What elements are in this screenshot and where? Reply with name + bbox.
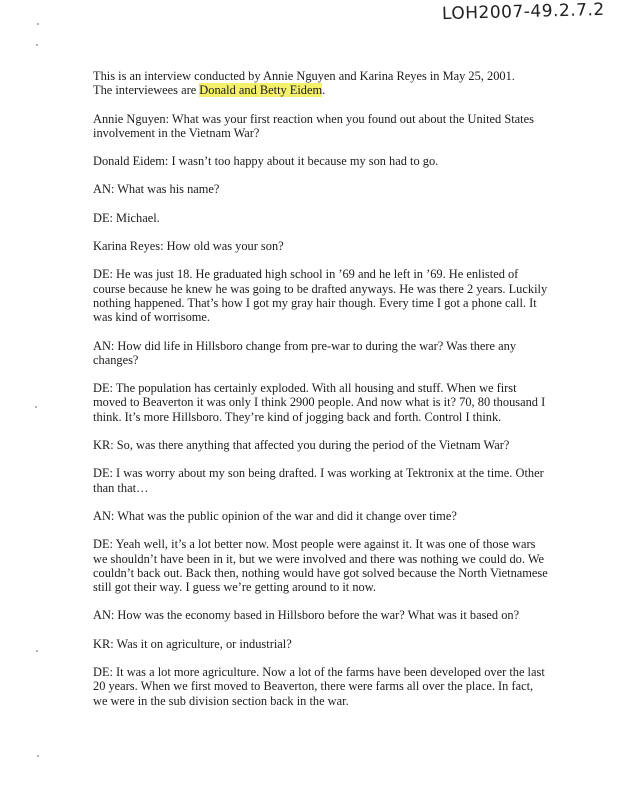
transcript-paragraph: DE: Yeah well, it’s a lot better now. Most people were against it. It was one of those wars we shouldn’t have been in it, but we were involved and there was nothing we could do. We couldn’t back out. Back then, nothing would have got solved because the North Vietnamese still got their way. I guess we’re getting around to it now. [93,537,548,595]
transcript-paragraph: DE: It was a lot more agriculture. Now a lot of the farms have been developed over the last 20 years. When we first moved to Beaverton, there were farms all over the place. In fact, we were in the sub division section back in the war. [93,665,545,708]
highlighted-interviewee-names: Donald and Betty Eidem [199,83,323,98]
transcript-paragraph: DE: Michael. [93,210,160,225]
scan-speck [35,406,37,408]
transcript-paragraph: KR: Was it on agriculture, or industrial? [93,636,292,651]
transcript-paragraph: AN: What was the public opinion of the war and did it change over time? [93,508,457,523]
intro-line-1: This is an interview conducted by Annie Nguyen and Karina Reyes in May 25, 2001. [93,69,515,83]
intro-line-2-prefix: The interviewees are [93,83,200,98]
transcript-paragraph: AN: How was the economy based in Hillsboro before the war? What was it based on? [93,608,520,623]
scan-speck [37,23,39,25]
transcript-body [93,69,548,708]
intro-line-2-suffix: . [322,83,326,98]
scan-speck [36,650,38,652]
transcript-paragraph: KR: So, was there anything that affected you during the period of the Vietnam War? [93,438,510,453]
scan-speck [36,44,38,46]
accession-number: LOH2007-49.2.7.2 [441,0,605,25]
scan-speck [37,755,39,757]
transcript-paragraph: Donald Eidem: I wasn’t too happy about it because my son had to go. [93,154,439,169]
transcript-paragraph: AN: What was his name? [93,182,220,197]
transcript-paragraph: DE: I was worry about my son being drafted. I was working at Tektronix at the time. Other than that… [93,466,544,495]
transcript-paragraph: Annie Nguyen: What was your first reaction when you found out about the United States involvement in the Vietnam War? [93,111,534,140]
transcript-paragraph: AN: How did life in Hillsboro change from pre-war to during the war? Was there any changes? [93,338,517,367]
transcript-paragraph: DE: He was just 18. He graduated high school in ’69 and he left in ’69. He enlisted of course because he knew he was going to be drafted anyways. He was there 2 years. Luckily nothing happened. That’s how I got my gray hair though. Every time I got a phone call. It was kind of worrisome. [93,267,548,325]
intro-paragraph [93,69,548,98]
transcript-paragraph: Karina Reyes: How old was your son? [93,239,284,254]
transcript-paragraph: DE: The population has certainly exploded. With all housing and stuff. When we first moved to Beaverton it was only I think 2900 people. And now what is it? 70, 80 thousand I think. It’s more Hillsboro. They’re kind of jogging back and forth. Control I think. [93,381,546,424]
